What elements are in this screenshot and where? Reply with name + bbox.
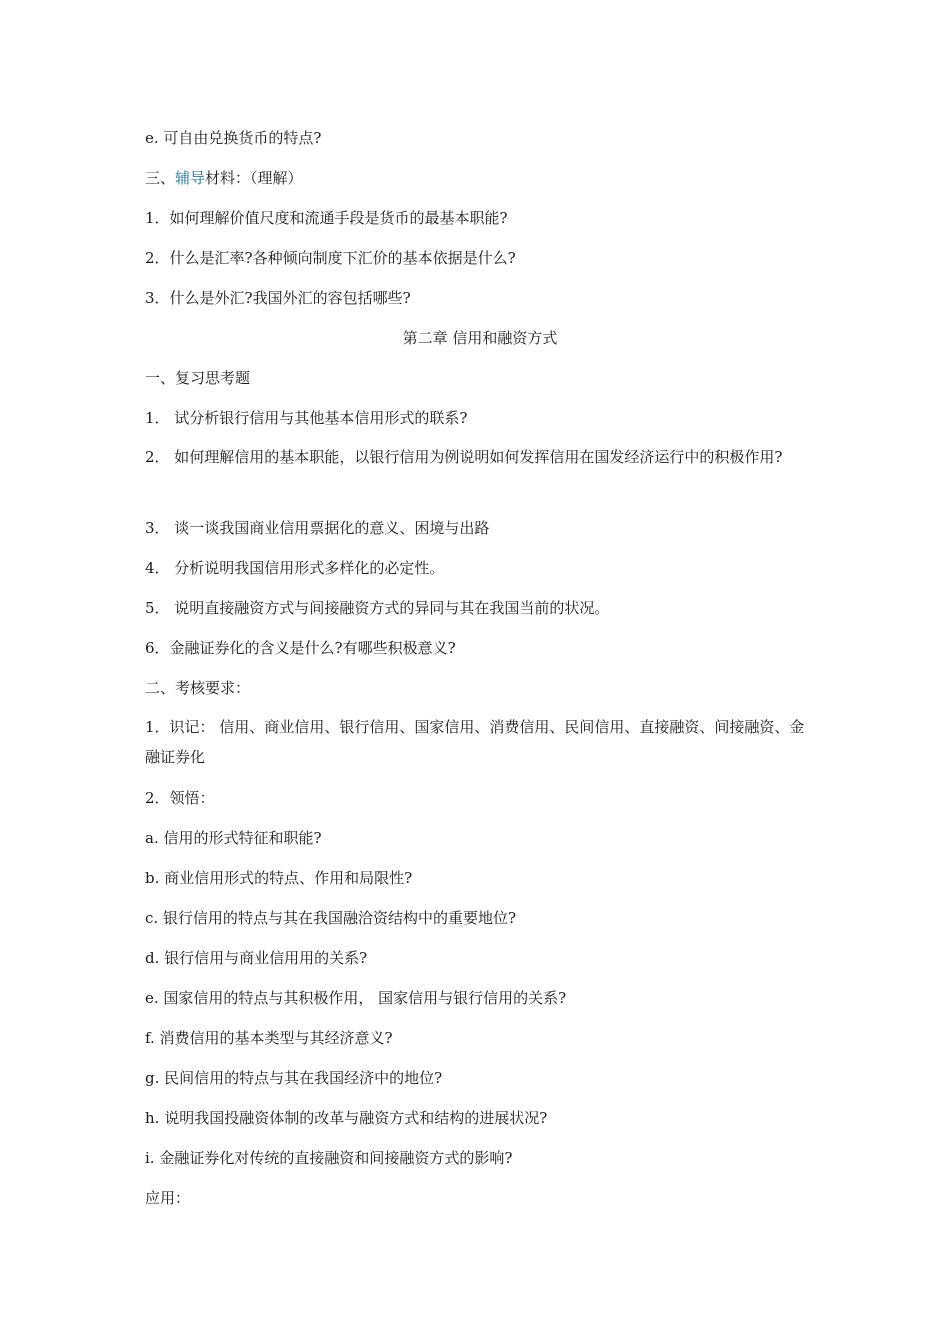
text-line: 2．什么是汇率?各种倾向制度下汇价的基本依据是什么? (145, 249, 516, 267)
text-line: h. 说明我国投融资体制的改革与融资方式和结构的进展状况? (145, 1109, 548, 1127)
text-paragraph: 1．识记： 信用、商业信用、银行信用、国家信用、消费信用、民间信用、直接融资、间接融资、金融证券化 (145, 718, 805, 766)
text-line: 应用： (145, 1189, 191, 1207)
text-line: e. 可自由兑换货币的特点? (145, 129, 322, 147)
text-line: 3． 谈一谈我国商业信用票据化的意义、困境与出路 (145, 519, 490, 537)
text-line: g. 民间信用的特点与其在我国经济中的地位? (145, 1069, 443, 1087)
text-paragraph: 2． 如何理解信用的基本职能，以银行信用为例说明如何发挥信用在国发经济运行中的积极作用? (145, 448, 783, 466)
section-heading (145, 167, 303, 189)
heading-prefix: 三、 (145, 169, 176, 187)
text-line: a. 信用的形式特征和职能? (145, 829, 322, 847)
chapter-title: 第二章 信用和融资方式 (402, 329, 558, 347)
heading-suffix: 材料：（理解） (205, 169, 303, 187)
text-line: 5． 说明直接融资方式与间接融资方式的异同与其在我国当前的状况。 (145, 599, 610, 617)
text-line: b. 商业信用形式的特点、作用和局限性? (145, 869, 413, 887)
text-line: 4． 分析说明我国信用形式多样化的必定性。 (145, 559, 445, 577)
text-line: c. 银行信用的特点与其在我国融洽资结构中的重要地位? (145, 909, 516, 927)
text-line: e. 国家信用的特点与其积极作用， 国家信用与银行信用的关系? (145, 989, 567, 1007)
text-line: 1．如何理解价值尺度和流通手段是货币的最基本职能? (145, 209, 508, 227)
tutoring-link[interactable]: 辅导 (175, 169, 206, 187)
section-heading: 二、考核要求： (145, 679, 251, 697)
text-line: 2．领悟： (145, 789, 215, 807)
text-line: 1． 试分析银行信用与其他基本信用形式的联系? (145, 409, 468, 427)
text-line: i. 金融证券化对传统的直接融资和间接融资方式的影响? (145, 1149, 513, 1167)
text-line: 6．金融证券化的含义是什么?有哪些积极意义? (145, 639, 456, 657)
text-line: f. 消费信用的基本类型与其经济意义? (145, 1029, 393, 1047)
text-line: 3．什么是外汇?我国外汇的容包括哪些? (145, 289, 411, 307)
section-heading: 一、复习思考题 (145, 369, 251, 387)
text-line: d. 银行信用与商业信用用的关系? (145, 949, 368, 967)
